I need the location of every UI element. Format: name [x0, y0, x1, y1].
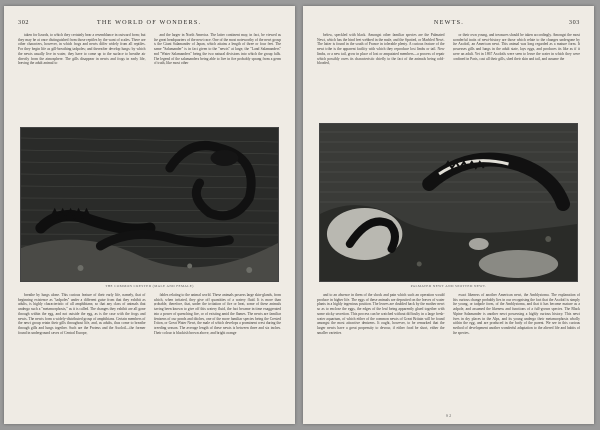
- right-top-text: [317, 33, 580, 119]
- left-page-header: [18, 16, 281, 28]
- right-top-col-1: below, speckled with black. Amongst other familiar species are the Palmated Newt, which has the hind feet webbed in the male, and the Spotted, or Marbled Newt. The latter is found in the south of France in tolerable plenty. A curious feature of the newt tribe is the apparent facility with which they reproduce lost limbs or tail. New limbs, or a new tail, grow in place of lost or amputated members—a process of repair which possibly owes its characteristic chiefly to the fact of the animals being cold-blooded,: [317, 33, 445, 66]
- right-bottom-col-1: and to an absence in them of the shock and pain which such an operation would produce in higher life. The eggs of these animals are deposited on the leaves of water plants in a highly ingenious position. The leaves are doubled back by the mother newt so as to enclose the eggs, the edges of the leaf being apparently glued together with some sticky secretion. This process can be watched without difficulty in a large fresh-water aquarium, of which either of the common newts of Great Britain will be found amongst the most attractive denizens. It ought, however, to be remarked that the larger newts have a great propensity to devour, if either food be short, either the smaller varieties: [317, 293, 445, 335]
- left-top-col-2: and the larger in North America. The latter continent may, in fact, be viewed as the great headquarters of the newt race. One of the most noteworthy of the newt group is the Giant Salamander of Japan, which attains a length of three or four feet. The name "Salamander" is in fact given to the "newts" at large, the "Land Salamanders" and "Water Salamanders" being the two natural divisions into which the group falls. The legend of the salamanders being able to live in fire probably sprang from a germ of truth, like most other: [153, 33, 281, 66]
- left-running-title: THE WORLD OF WONDERS.: [96, 18, 202, 26]
- left-top-text: [18, 33, 281, 123]
- folio-signature: S 2: [445, 413, 452, 418]
- right-illustration-newts: [319, 123, 578, 282]
- right-bottom-col-2: exact likeness of another American newt, the Amblystoma. The explanation of this curious change probably lies in our recognising the fact that the Axolotl is simply the young, or tadpole form, of the Amblystoma, and that it has become mature as a tadpole, and assumed the likeness and functions of a full-grown species. The Black Alpine Salamander is another newt possessing a highly curious history. This newt lives in dry places in the Alps, and its young undergo their metamorphosis wholly within the egg, and are produced in the body of the parent. We see in this curious method of development another wonderful adaptation to the altered life and habits of the species.: [452, 293, 580, 335]
- left-page-number: 302: [18, 18, 30, 26]
- right-figure-caption: PALMATED NEWT AND SPOTTED NEWT.: [410, 284, 487, 288]
- right-page-header: [317, 16, 580, 28]
- newt-engraving-left: [21, 128, 278, 281]
- left-bottom-text: [18, 293, 281, 417]
- right-page-number: 303: [568, 18, 580, 26]
- left-page: [4, 6, 295, 424]
- newt-engraving-right: [320, 124, 577, 281]
- left-figure-caption: THE COMMON CRESTED (MALE AND FEMALE): [105, 284, 194, 288]
- left-top-col-1: taken for lizards, to which they certainly bear a resemblance in outward form; but they may be at once distinguished from those reptiles by the want of scales. There are other characters, however, in which frogs and newts differ widely from all reptiles. For they begin life as gill-breathing tadpoles; and thereafter develop lungs: by which the newts usually live in water, they have to come up to the surface to breathe air directly from the atmosphere. The gills disappear in newts and frogs in early life, leaving the adult animal to: [18, 33, 146, 66]
- right-page: [303, 6, 594, 424]
- left-bottom-col-1: breathe by lungs alone. This curious feature of their early life, namely, that of beginning existence as "tadpoles" under a different guise from that they exhibit as adults, is highly characteristic of all amphibians; so that any class of animals that undergo such a "metamorphosis," as it is called. The changes they exhibit are all gone through within the egg, and not outside the egg, as is the case with the frogs and newts. The newts form a widely-distributed group of amphibians. Certain members of the newt group retain their gills throughout life, and, as adults, thus come to breathe through gills and lungs together. Such are the Proteus and the Axolotl—the former found in underground caves of Central Europe,: [18, 293, 146, 335]
- right-top-col-2: or their own young, and treasures should be taken accordingly. Amongst the most wonderful traits of newt-history are those which relate to the changes undergone by the Axolotl, an American newt. This animal was long regarded as a mature form. It possesses gills and lungs in the adult state, lays eggs, and produces its like as if it were an adult. Yet in 1867 Axolotls were seen to leave the water in which they were confined in Paris, cast all their gills, shed their skin and tail, and assume the: [452, 33, 580, 61]
- right-running-title: NEWTS.: [433, 18, 464, 26]
- left-bottom-col-2: fables relating to the animal world. These animals possess large skin-glands, from which, when irritated, they give off quantities of a watery fluid. It is more than probable, therefore, that, under the irritation of fire or heat, some of these animals having been known to give off this watery fluid, the fact became in time exaggerated into a power of quenching fire, or of existing amid the flames. The newts are familiar denizens of our ponds and ditches, one of the more familiar species being the Crested Triton, or Great Water Newt, the male of which develops a prominent crest during the breeding season. The average length of these newts is between three and six inches. Their colour is blackish brown above, and bright orange: [153, 293, 281, 335]
- right-bottom-text: [317, 293, 580, 411]
- left-illustration-newts: [20, 127, 279, 282]
